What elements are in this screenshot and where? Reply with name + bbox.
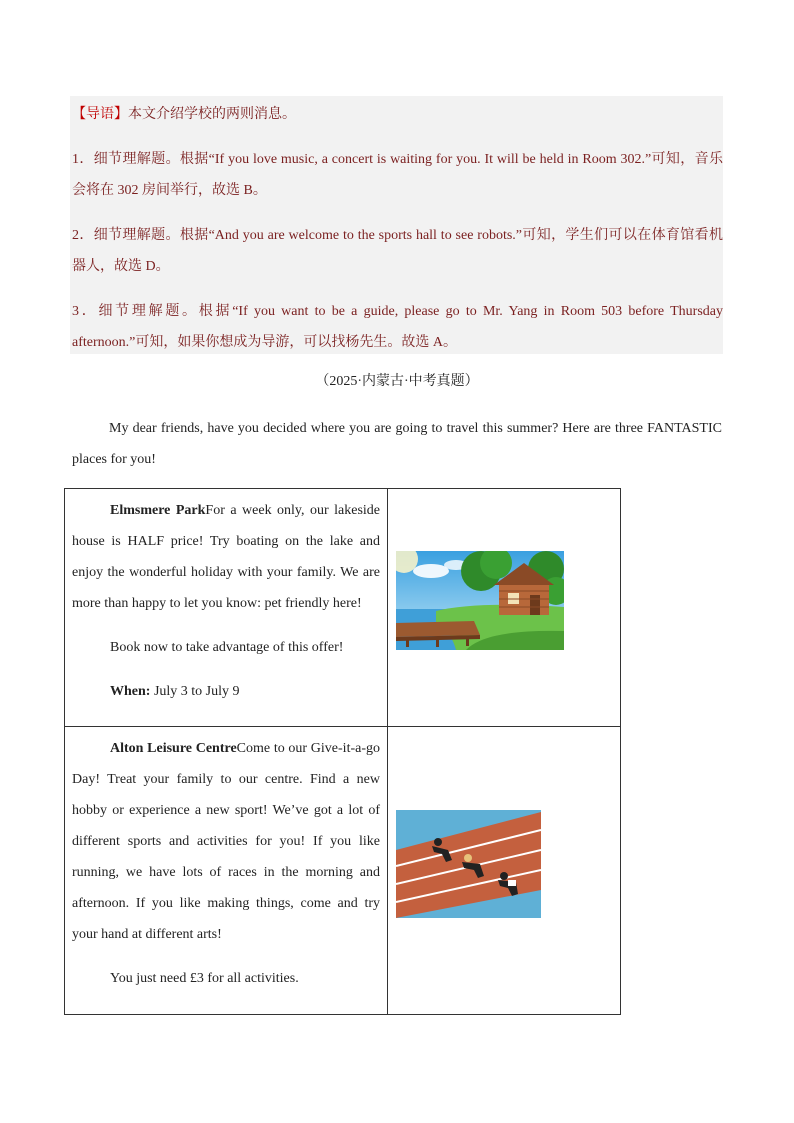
analysis-item-1: 1．细节理解题。根据“If you love music, a concert is waiting for you. It will be held in Room 302.”可知，音乐会将在 302 房间举行，故选 B。 [72,152,723,198]
place-text-cell [65,489,388,727]
running-track-image [396,810,541,918]
place-image-cell [388,489,621,727]
analysis-item-3: 3．细节理解题。根据“If you want to be a guide, please go to Mr. Yang in Room 503 before Thursday afternoon.”可知，如果你想成为导游，可以找杨先生。故选 A。 [72,304,723,350]
place-when-label: When: [110,684,151,699]
question-source: （2025·内蒙古·中考真题） [315,374,479,389]
place-description-text: For a week only, our lakeside house is HALF price! Try boating on the lake and enjoy the wonderful holiday with your family. We are more than happy to let you know: pet friendly here! [72,503,380,611]
place-description [72,495,380,619]
place-price: You just need £3 for all activities. [110,971,299,986]
analysis-tag: 【导语】 [72,107,128,122]
lakeside-house-image [396,551,564,650]
place-when [72,676,380,707]
place-name: Alton Leisure Centre [110,741,237,756]
place-description-text: Come to our Give-it-a-go Day! Treat your family to our centre. Find a new hobby or experience a new sport! We’ve got a lot of different sports and activities for you! If you like running, we have lots of races in the morning and afternoon. If you like making things, come and try your hand at different arts! [72,741,380,942]
table-row [65,727,621,1015]
analysis-lead [72,99,723,130]
passage-intro: My dear friends, have you decided where you are going to travel this summer? Here are three FANTASTIC places for you! [72,421,722,467]
place-image-cell [388,727,621,1015]
place-description [72,733,380,950]
analysis-item-2: 2．细节理解题。根据“And you are welcome to the sports hall to see robots.”可知，学生们可以在体育馆看机器人，故选 D。 [72,228,723,274]
place-when-value: July 3 to July 9 [150,684,240,699]
place-name: Elmsmere Park [110,503,206,518]
place-offer: Book now to take advantage of this offer! [110,640,344,655]
table-row [65,489,621,727]
place-text-cell [65,727,388,1015]
answer-analysis-box [70,96,723,354]
analysis-lead-text: 本文介绍学校的两则消息。 [128,107,296,122]
places-table [64,488,621,1015]
